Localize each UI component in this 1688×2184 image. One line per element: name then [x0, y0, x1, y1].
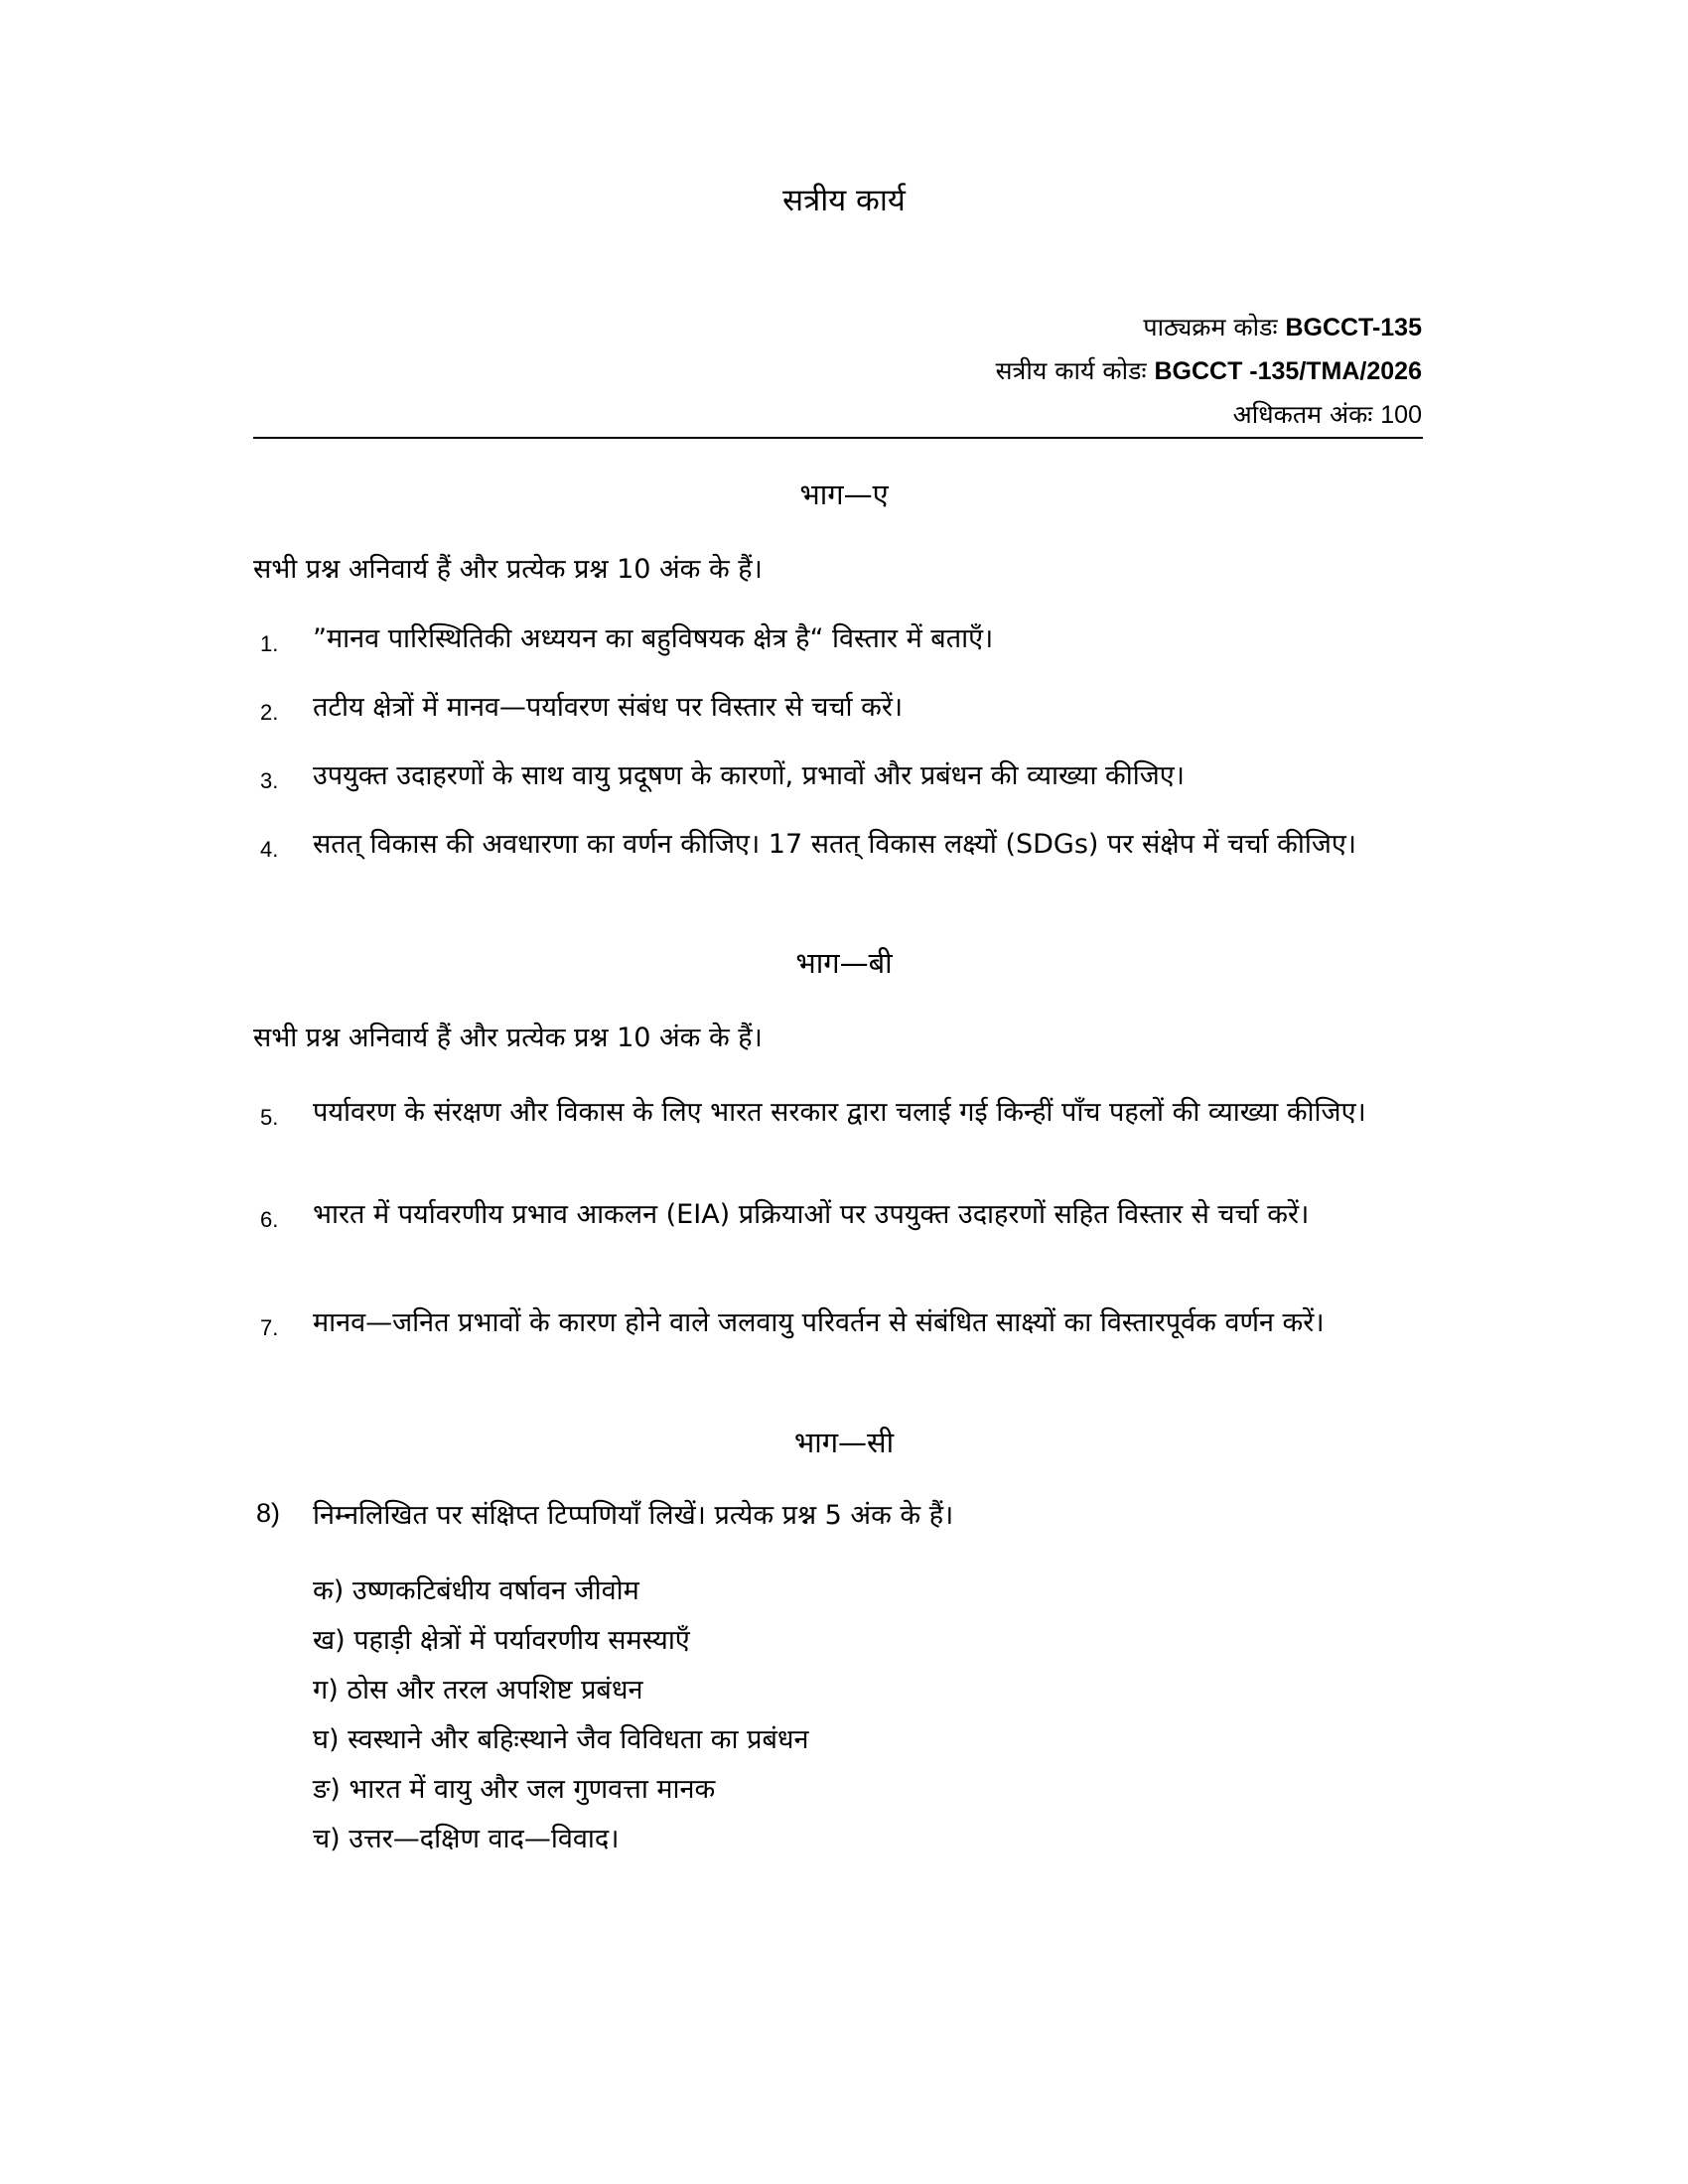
part-b-instruction: सभी प्रश्न अनिवार्य हैं और प्रत्येक प्रश्न 10 अंक के हैं।	[253, 1023, 763, 1053]
assignment-code-line	[996, 353, 1422, 387]
header-divider	[253, 437, 1423, 439]
course-code-line	[1143, 310, 1422, 343]
note-item: ख) पहाड़ी क्षेत्रों में पर्यावरणीय समस्याएँ	[313, 1625, 690, 1656]
page-title: सत्रीय कार्य	[782, 183, 906, 218]
max-marks: 100	[1380, 401, 1422, 429]
assignment-code: BGCCT -135/TMA/2026	[1154, 357, 1422, 385]
max-marks-label: अधिकतम अंकः	[1232, 400, 1373, 429]
question-number: 8)	[256, 1498, 281, 1528]
part-c-heading: भाग—सी	[793, 1426, 895, 1459]
question-text: भारत में पर्यावरणीय प्रभाव आकलन (EIA) प्रक्रियाओं पर उपयुक्त उदाहरणों सहित विस्तार से चर्चा करें।	[313, 1199, 1310, 1230]
question-number: 7.	[260, 1315, 279, 1340]
question-text: ”मानव पारिस्थितिकी अध्ययन का बहुविषयक क्षेत्र है“ विस्तार में बताएँ।	[313, 623, 994, 654]
question-number: 5.	[260, 1105, 279, 1130]
question-number: 4.	[260, 837, 279, 862]
course-code: BGCCT-135	[1285, 314, 1422, 341]
question-number: 3.	[260, 768, 279, 793]
note-item: क) उष्णकटिबंधीय वर्षावन जीवोम	[313, 1575, 639, 1606]
question-text: उपयुक्त उदाहरणों के साथ वायु प्रदूषण के कारणों, प्रभावों और प्रबंधन की व्याख्या कीजिए।	[313, 760, 1185, 791]
course-code-label: पाठ्यक्रम कोडः	[1143, 313, 1278, 341]
question-text: निम्नलिखित पर संक्षिप्त टिप्पणियाँ लिखें। प्रत्येक प्रश्न 5 अंक के हैं।	[313, 1500, 954, 1531]
question-text: पर्यावरण के संरक्षण और विकास के लिए भारत सरकार द्वारा चलाई गई किन्हीं पाँच पहलों की व्याख्या कीजिए।	[313, 1097, 1366, 1128]
question-text: तटीय क्षेत्रों में मानव—पर्यावरण संबंध पर विस्तार से चर्चा करें।	[313, 692, 904, 723]
max-marks-line	[1233, 397, 1422, 431]
question-text: मानव—जनित प्रभावों के कारण होने वाले जलवायु परिवर्तन से संबंधित साक्ष्यों का विस्तारपूर्वक वर्णन करें।	[313, 1307, 1325, 1338]
note-item: घ) स्वस्थाने और बहिःस्थाने जैव विविधता का प्रबंधन	[313, 1724, 809, 1755]
part-a-heading: भाग—ए	[799, 478, 889, 511]
question-number: 1.	[260, 631, 279, 656]
note-item: ग) ठोस और तरल अपशिष्ट प्रबंधन	[313, 1675, 643, 1706]
question-number: 2.	[260, 700, 279, 725]
question-number: 6.	[260, 1207, 279, 1232]
question-text: सतत् विकास की अवधारणा का वर्णन कीजिए। 17 सतत् विकास लक्ष्यों (SDGs) पर संक्षेप में चर्चा कीजिए।	[313, 829, 1357, 860]
note-item: च) उत्तर—दक्षिण वाद—विवाद।	[313, 1824, 620, 1854]
note-item: ङ) भारत में वायु और जल गुणवत्ता मानक	[313, 1774, 716, 1805]
part-b-heading: भाग—बी	[795, 946, 893, 980]
assignment-code-label: सत्रीय कार्य कोडः	[995, 356, 1147, 385]
part-a-instruction: सभी प्रश्न अनिवार्य हैं और प्रत्येक प्रश्न 10 अंक के हैं।	[253, 554, 763, 585]
